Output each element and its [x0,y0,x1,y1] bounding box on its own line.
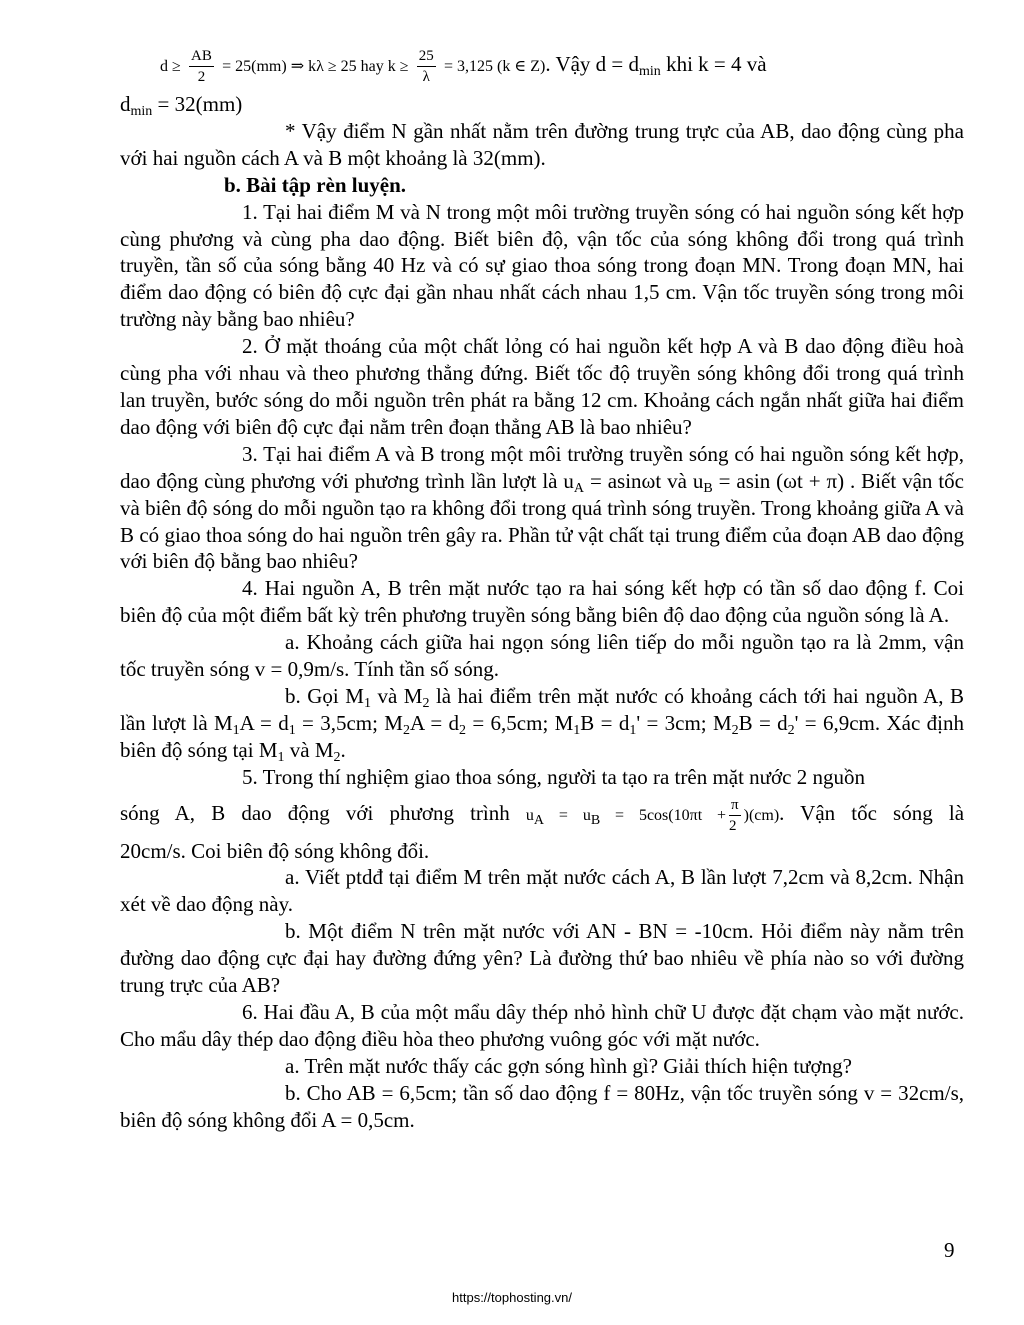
subscript: 1 [629,722,637,738]
subscript: 2 [459,722,467,738]
formula-middle: = 25(mm) ⇒ kλ ≥ 25 hay k ≥ [222,58,409,75]
text: là hai điểm trên mặt nước có khoảng cách tới hai nguồn A, B lần lượt là M [120,683,964,735]
text: . [340,737,346,762]
text: sóng A, B dao động với phương trình [120,800,510,825]
text: = 6,5cm; M [466,710,574,735]
dmin-result [120,91,964,118]
text: = 5cos(10πt + [600,806,727,824]
exercise-5-equation-line [120,791,964,838]
dmin-d: d [120,92,131,116]
exercise-3-text: 3. Tại hai điểm A và B trong một môi trường truyền sóng có hai nguồn sóng kết hợp, dao động cùng phương với phương trình lần lượt là u [120,441,964,493]
subscript: B [590,812,601,828]
exercise-6b: b. Cho AB = 6,5cm; tần số dao động f = 80Hz, vận tốc truyền sóng v = 32cm/s, biên độ sóng không đổi A = 0,5cm. [120,1080,964,1132]
text: = u [544,806,591,824]
subscript: 1 [288,722,296,738]
subscript: B [703,480,713,496]
exercise-5a: a. Viết ptdđ tại điểm M trên mặt nước cách A, B lần lượt 7,2cm và 8,2cm. Nhận xét về dao động này. [120,865,964,917]
fraction-numerator: π [729,795,741,816]
formula-d-geq: d ≥ [160,58,181,75]
subscript: 2 [731,722,739,738]
fraction-25-over-lambda [417,46,436,87]
exercise-5: 5. Trong thí nghiệm giao thoa sóng, người ta tạo ra trên mặt nước 2 nguồn [242,764,865,789]
conclusion-paragraph: * Vậy điểm N gần nhất nằm trên đường trung trực của AB, dao động cùng pha với hai nguồn cách A và B một khoảng là 32(mm). [120,118,964,170]
page-number: 9 [944,1238,955,1262]
fraction-ab-over-2 [189,46,214,87]
formula-text-end: khi k = 4 và [660,52,767,76]
footer-url[interactable]: https://tophosting.vn/ [452,1290,572,1305]
text: b. Gọi M [285,683,364,708]
section-heading: b. Bài tập rèn luyện. [224,172,407,197]
exercise-1: 1. Tại hai điểm M và N trong một môi trường truyền sóng có hai nguồn sóng kết hợp cùng phương và cùng pha dao động. Biết biên độ, vận tốc của sóng không đổi trong quá trình truyền, tần số của sóng bằng 40 Hz và có sự giao thoa sóng trong đoạn MN. Trong đoạn MN, hai điểm dao động có biên độ cực đại gần nhau nhất cách nhau 1,5 cm. Vận tốc truyền sóng trong môi trường này bằng bao nhiêu? [120,199,964,332]
exercise-3-text: = asin (ωt + π) . Biết vận tốc và biên độ sóng do mỗi nguồn tạo ra không đổi trong quá trình sóng truyền. Trong khoảng giữa A và B có giao thoa sóng do hai nguồn trên gây ra. Phần tử vật chất tại trung điểm của đoạn AB dao động với biên độ bằng bao nhiêu? [120,468,964,574]
text: B = d [738,710,788,735]
formula-line-dmin [160,40,964,91]
subscript: 1 [363,695,371,711]
subscript: 1 [573,722,581,738]
exercise-6: 6. Hai đầu A, B của một mẩu dây thép nhỏ hình chữ U được đặt chạm vào mặt nước. Cho mẩu dây thép dao động điều hòa theo phương vuông góc với mặt nước. [120,1000,964,1051]
subscript: 1 [277,749,285,765]
fraction-numerator: AB [189,46,214,67]
exercise-3 [120,441,964,576]
formula-text: . Vậy d = d [545,52,640,76]
wave-equation [525,797,780,835]
text: )(cm) [743,806,780,824]
text: A = d [409,710,460,735]
fraction-denominator: λ [422,68,430,85]
exercise-5b: b. Một điểm N trên mặt nước với AN - BN = -10cm. Hỏi điểm này nằm trên đường dao động cực đại hay đường đứng yên? Là đường thứ bao nhiêu về phía nào so với đường trung trực của AB? [120,919,964,998]
subscript: A [573,480,585,496]
exercise-2: 2. Ở mặt thoáng của một chất lỏng có hai nguồn kết hợp A và B dao động điều hoà cùng pha với nhau và theo phương thẳng đứng. Biết tốc độ truyền sóng không đổi trong quá trình lan truyền, bước sóng do mỗi nguồn trên phát ra bằng 12 cm. Khoảng cách ngắn nhất giữa hai điểm dao động với biên độ cực đại nằm trên đoạn thẳng AB là bao nhiêu? [120,334,964,439]
fraction-denominator: 2 [729,818,737,835]
subscript: 2 [333,749,341,765]
subscript: min [130,104,153,119]
subscript: 2 [422,695,430,711]
formula-after: = 3,125 (k ∈ Z) [444,58,546,75]
fraction-denominator: 2 [197,68,206,85]
fraction-pi-over-2 [729,795,741,836]
document-page [120,40,964,1134]
text: và M [370,683,423,708]
exercise-5-line3: 20cm/s. Coi biên độ sóng không đổi. [120,838,430,863]
fraction-numerator: 25 [417,46,436,67]
exercise-3-text: = asinωt và u [584,468,704,493]
text: . Vận tốc sóng là [779,800,965,825]
text: ' = 3cm; M [636,710,732,735]
subscript: A [533,812,545,828]
exercise-4a: a. Khoảng cách giữa hai ngọn sóng liên tiếp do mỗi nguồn tạo ra là 2mm, vận tốc truyền sóng v = 0,9m/s. Tính tần số sóng. [120,630,964,682]
subscript: 2 [787,722,795,738]
subscript: min [639,64,661,79]
text: B = d [580,710,630,735]
subscript: 2 [402,722,410,738]
text: u [525,806,534,824]
text: ' = 6,9cm. Xác định biên độ sóng tại M [120,710,964,762]
text: và M [284,737,334,762]
subscript: 1 [232,722,240,738]
text: = 3,5cm; M [295,710,403,735]
exercise-6a: a. Trên mặt nước thấy các gợn sóng hình gì? Giải thích hiện tượng? [285,1053,852,1078]
dmin-value: = 32(mm) [152,92,243,116]
exercise-4b [120,683,964,764]
exercise-4: 4. Hai nguồn A, B trên mặt nước tạo ra hai sóng kết hợp có tần số dao động f. Coi biên độ của một điểm bất kỳ trên phương truyền sóng bằng biên độ dao động của nguồn sóng là A. [120,576,964,628]
text: A = d [239,710,289,735]
